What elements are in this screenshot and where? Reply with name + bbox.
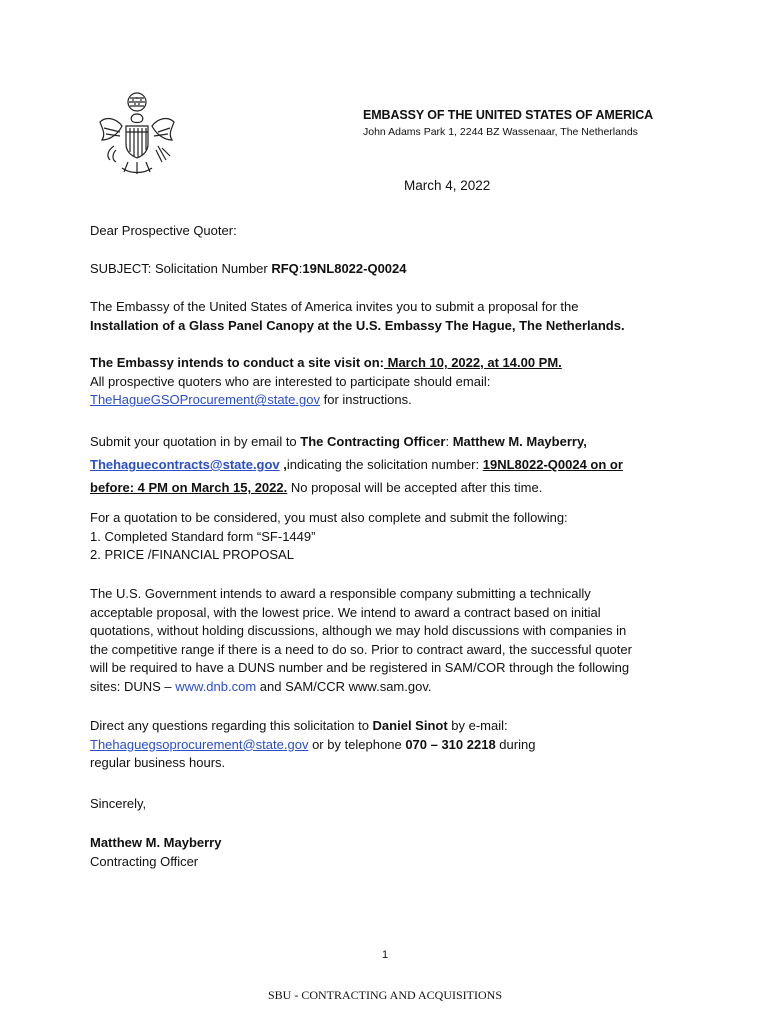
requirement-item: 1. Completed Standard form “SF-1449” xyxy=(90,528,316,544)
contact-phone: 070 – 310 2218 xyxy=(405,736,496,752)
award-line: The U.S. Government intends to award a responsible company submitting a technically xyxy=(90,586,591,601)
salutation: Dear Prospective Quoter: xyxy=(90,223,237,238)
contracts-email-link[interactable]: Thehaguecontracts@state.gov xyxy=(90,457,280,472)
signer-name: Matthew M. Mayberry xyxy=(90,835,222,850)
closing: Sincerely, xyxy=(90,796,147,811)
contact-name: Daniel Sinot xyxy=(372,718,448,733)
gso-procurement-email-link[interactable]: TheHagueGSOProcurement@state.gov xyxy=(90,392,320,408)
questions-paragraph xyxy=(90,717,690,773)
intro-line-1: The Embassy of the United States of America invites you to submit a proposal for the xyxy=(90,299,579,314)
organization-address: John Adams Park 1, 2244 BZ Wassenaar, The Netherlands xyxy=(363,126,638,138)
duns-link[interactable]: www.dnb.com xyxy=(175,678,257,694)
officer-title: The Contracting Officer xyxy=(300,434,446,449)
letterhead xyxy=(363,108,743,138)
submit-number-due: 19NL8022-Q0024 on or xyxy=(482,457,623,472)
subject-colon: : xyxy=(298,261,303,276)
award-line: the competitive range if there is a need to do so. Prior to contract award, the successful quoter xyxy=(90,641,632,657)
intro-paragraph xyxy=(90,298,690,335)
site-visit-instructions: for instructions. xyxy=(319,392,412,408)
award-sites-suffix: and SAM/CCR www.sam.gov. xyxy=(256,678,432,694)
requirements-intro: For a quotation to be considered, you must also complete and submit the following: xyxy=(90,510,568,525)
questions-line-3: regular business hours. xyxy=(90,755,226,771)
questions-by-email: by e-mail: xyxy=(447,718,508,733)
requirement-item: 2. PRICE /FINANCIAL PROPOSAL xyxy=(90,547,294,563)
officer-colon: : xyxy=(445,434,453,449)
award-sites-prefix: sites: DUNS – xyxy=(90,678,176,694)
submit-deadline: before: 4 PM on March 15, 2022. xyxy=(90,480,288,495)
no-proposal-note: No proposal will be accepted after this time. xyxy=(287,480,543,495)
subject-prefix: SUBJECT: Solicitation Number xyxy=(90,261,272,276)
submit-comma: , xyxy=(279,457,287,472)
award-line: quotations, without holding discussions, although we may hold discussions with companies in xyxy=(90,623,627,639)
submit-paragraph xyxy=(90,430,690,499)
site-visit-line-2: All prospective quoters who are interested to participate should email: xyxy=(90,373,491,389)
signature-block xyxy=(90,834,690,871)
questions-prefix: Direct any questions regarding this solicitation to xyxy=(90,718,373,733)
submit-indicating: indicating the solicitation number: xyxy=(286,457,483,472)
requirements-paragraph xyxy=(90,509,690,565)
solicitation-number: 19NL8022-Q0024 xyxy=(302,261,407,276)
site-visit-paragraph xyxy=(90,354,690,410)
footer-classification: SBU - CONTRACTING AND ACQUISITIONS xyxy=(267,988,502,1002)
organization-name: EMBASSY OF THE UNITED STATES OF AMERICA xyxy=(363,108,654,122)
subject-line xyxy=(90,260,690,279)
questions-or-phone: or by telephone xyxy=(308,736,406,752)
site-visit-label: The Embassy intends to conduct a site visit on: xyxy=(90,355,384,370)
subject-rfq: RFQ xyxy=(271,261,299,276)
award-line: will be required to have a DUNS number and be registered in SAM/COR through the following xyxy=(90,660,630,676)
submit-prefix: Submit your quotation in by email to xyxy=(90,434,301,449)
questions-during: during xyxy=(495,736,536,752)
intro-line-2: Installation of a Glass Panel Canopy at the U.S. Embassy The Hague, The Netherlands. xyxy=(90,317,625,333)
site-visit-date: March 10, 2022, at 14.00 PM. xyxy=(384,355,562,370)
award-line: acceptable proposal, with the lowest price. We intend to award a contract based on initial xyxy=(90,604,601,620)
great-seal-eagle-icon xyxy=(92,88,182,178)
gso-questions-email-link[interactable]: Thehaguegsoprocurement@state.gov xyxy=(90,736,309,752)
award-paragraph xyxy=(90,585,690,697)
signer-title: Contracting Officer xyxy=(90,853,199,869)
page-number: 1 xyxy=(381,949,389,961)
letter-date: March 4, 2022 xyxy=(404,178,491,193)
officer-name: Matthew M. Mayberry, xyxy=(452,434,587,449)
